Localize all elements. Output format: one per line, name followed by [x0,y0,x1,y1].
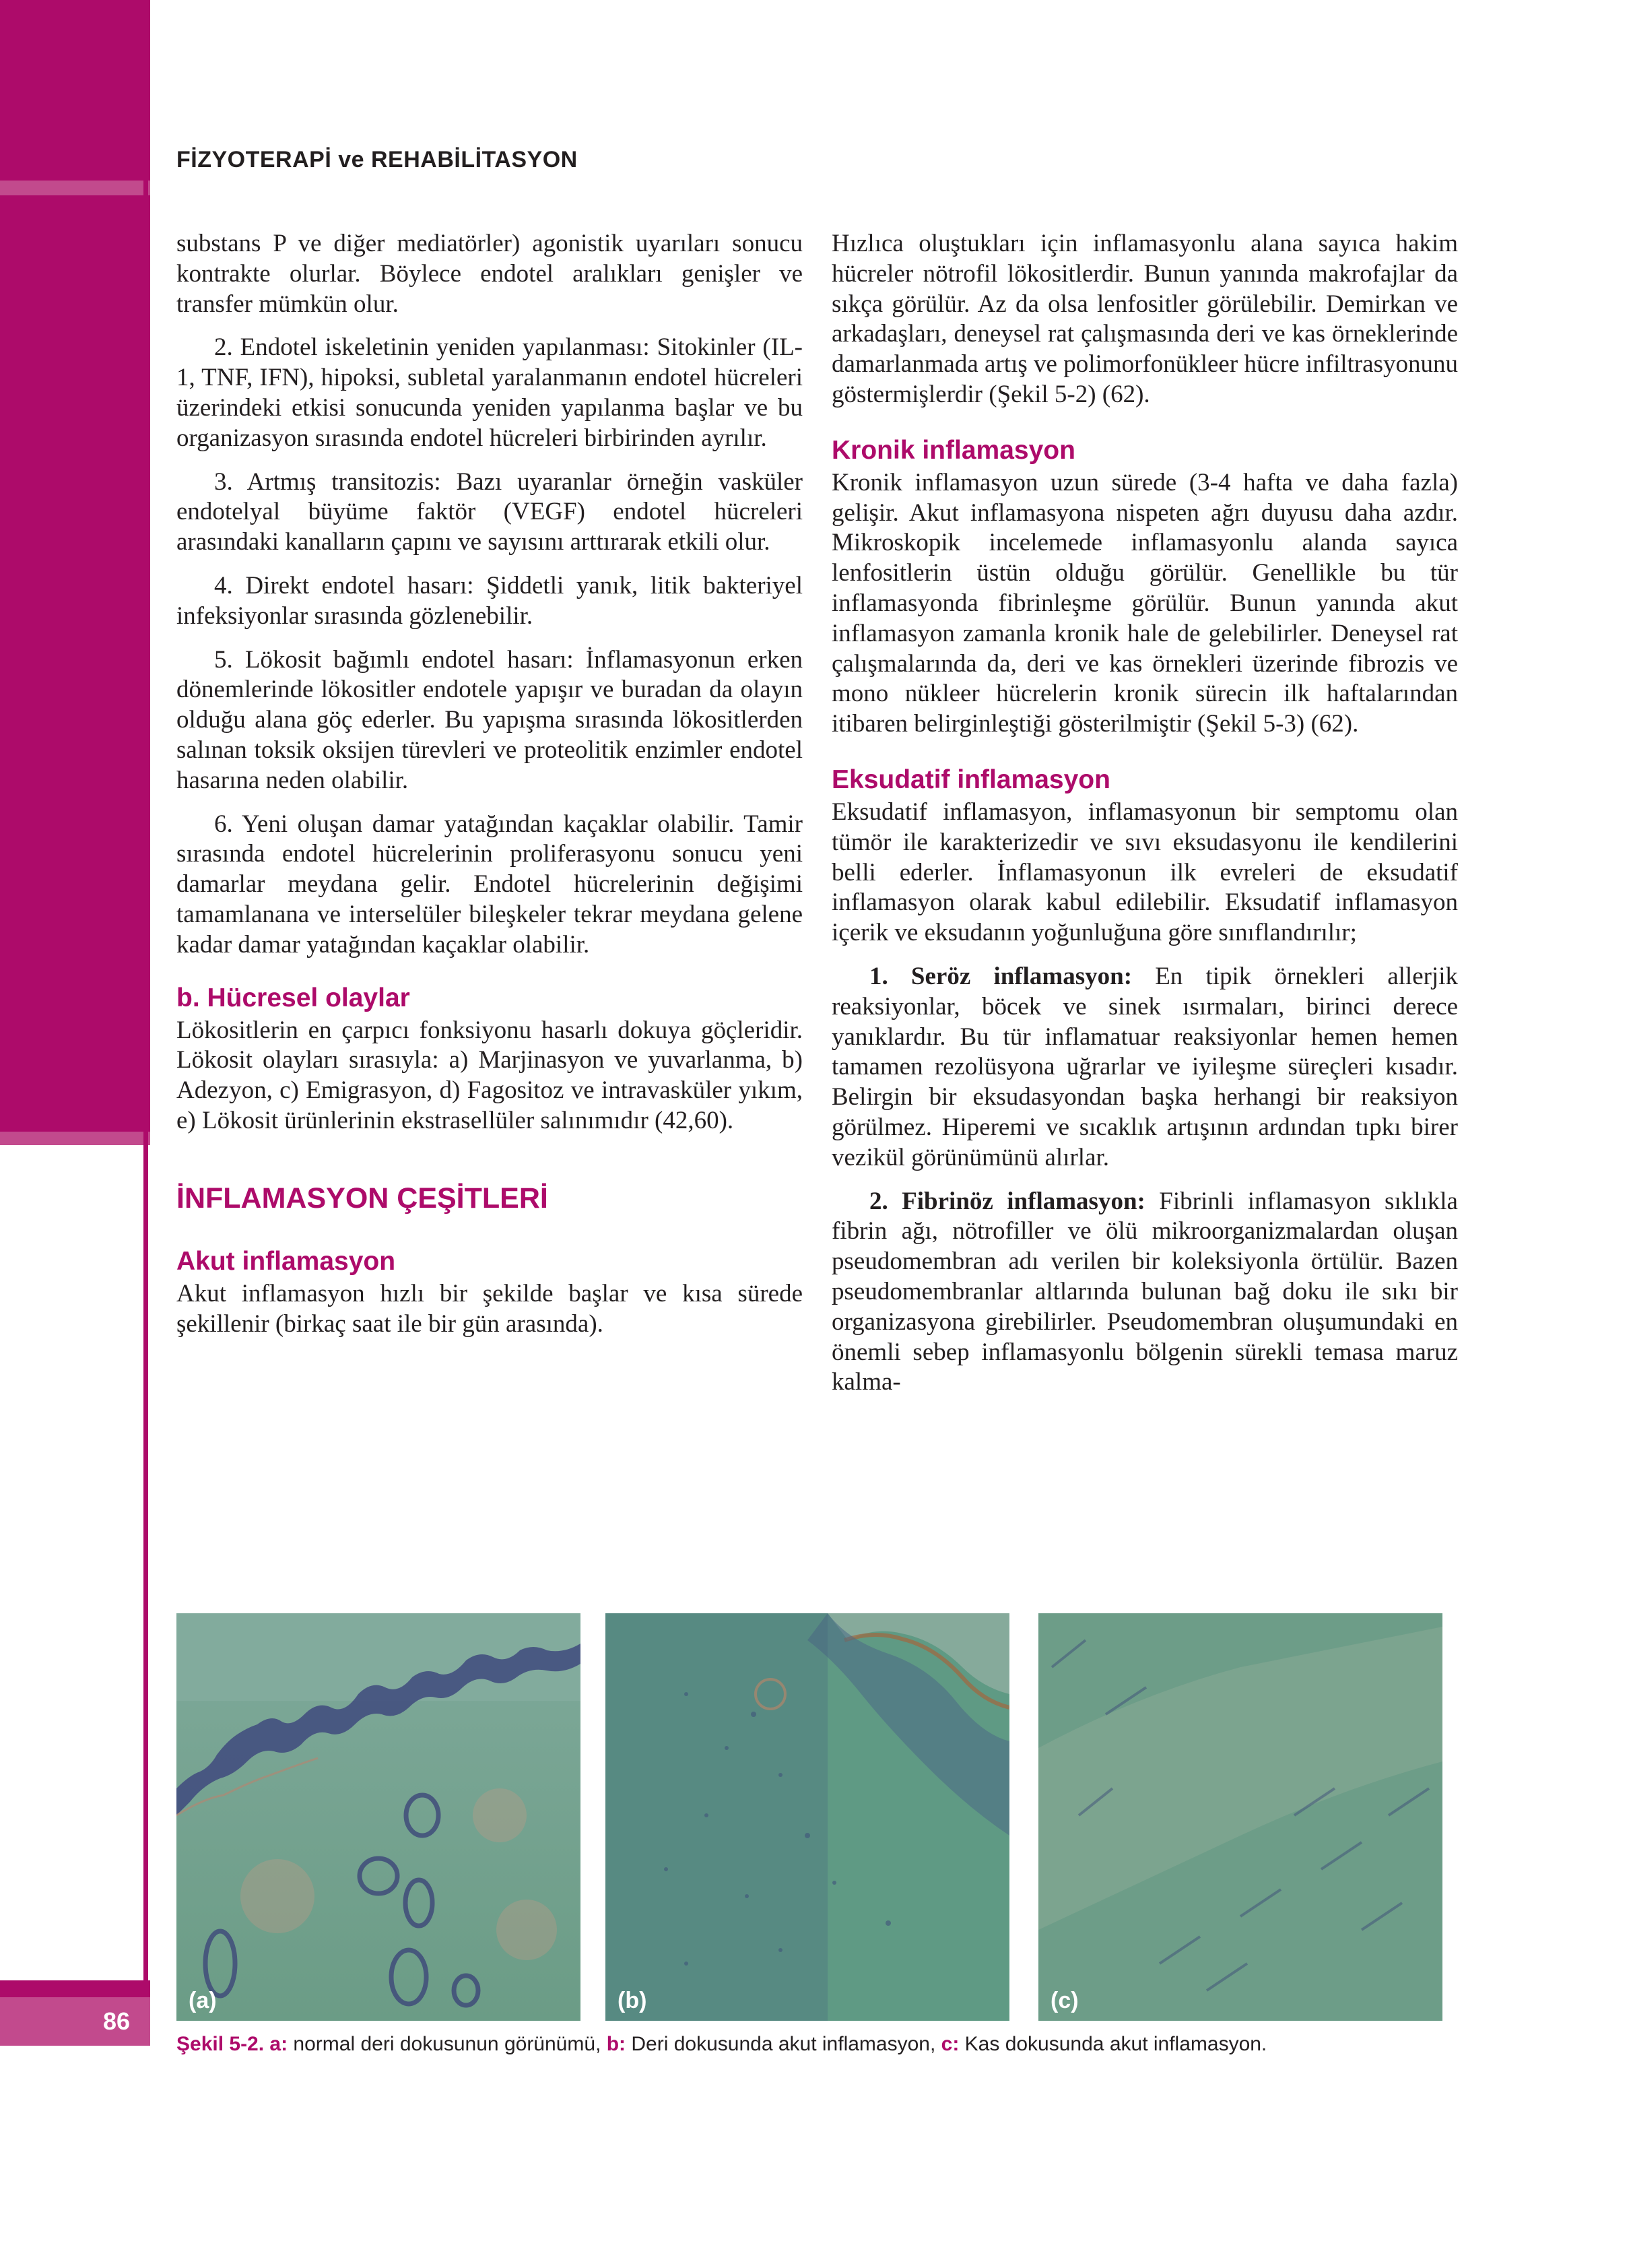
subheading-exudative: Eksudatif inflamasyon [832,765,1110,794]
histology-acute-muscle-icon [1038,1613,1442,2021]
figure-c [1038,1613,1442,2021]
paragraph: Eksudatif inflamasyon, inflamasyonun bir semptomu olan tümör ile karakterizedir ve sıvı eksudasyonu ile kendilerini belli ederler. İnflamasyonun ilk evreleri de eksudatif inflamasyon olarak kabul edilebilir. Eksudatif inflamasyon içerik ve eksudanın yoğunluğuna göre sınıflandırılır; [832,798,1458,947]
paragraph [832,962,1458,1173]
sidebar-decoration [0,0,150,2268]
paragraph: 6. Yeni oluşan damar yatağından kaçaklar olabilir. Tamir sırasında endotel hücrelerinin proliferasyonu sonucu yeni damarlar meydana gelir. Endotel hücrelerinin değişimi tamamlanana ve interselüler bileşkeler tekrar meydana gelene kadar damar yatağından kaçaklar olabilir. [176,810,803,959]
figure-a [176,1613,580,2021]
left-column [176,229,803,1339]
right-column [832,229,1458,1398]
term-fibrinous: 2. Fibrinöz inflamasyon: [869,1187,1145,1215]
paragraph: Kronik inflamasyon uzun sürede (3-4 hafta ve daha fazla) gelişir. Akut inflamasyona nispeten ağrı duyusu daha azdır. Mikroskopik incelemede inflamasyonlu alanda sayıca lenfositlerin üstün olduğu görülür. Genellikle bu tür inflamasyonda fibrinleşme görülür. Bunun yanında akut inflamasyon zamanla kronik hale de gelebilirler. Deneysel rat çalışmalarında da, deri ve kas örnekleri üzerinde fibrozis ve mono nükleer hücrelerin kronik sürecin ilk haftalarından itibaren belirginleştiği gösterilmiştir (Şekil 5-3) (62). [832,468,1458,738]
paragraph: Hızlıca oluştukları için inflamasyonlu alana sayıca hakim hücreler nötrofil lökositlerdir. Bunun yanında makrofajlar da sıkça görülür. Az da olsa lenfositler görülebilir. Demirkan ve arkadaşları, deneysel rat çalışmasında deri ve kas örneklerinde damarlanmada artış ve polimorfonükleer hücre infiltrasyonunu göstermişlerdir (Şekil 5-2) (62). [832,230,1458,408]
caption-figure-number: Şekil 5-2. [176,2033,265,2055]
subheading-chronic: Kronik inflamasyon [832,435,1075,465]
caption-key-b: b: [606,2033,626,2055]
term-serous: 1. Seröz inflamasyon: [869,962,1133,990]
sidebar-vertical-line [143,0,148,2034]
section-title: İNFLAMASYON ÇEŞİTLERİ [176,1181,548,1214]
paragraph: 4. Direkt endotel hasarı: Şiddetli yanık, litik bakteriyel infeksiyonlar sırasında gözlenebilir. [176,571,803,630]
page-number-band [0,1980,150,1997]
sidebar-bar-mid [0,195,150,1132]
caption-key-a: a: [264,2033,288,2055]
paragraph: Lökositlerin en çarpıcı fonksiyonu hasarlı dokuya göçleridir. Lökosit olayları sırasıyla: a) Marjinasyon ve yuvarlanma, b) Adezyon, c) Emigrasyon, d) Fagositoz ve intravasküler yıkım, e) Lökosit ürünlerinin ekstrasellüler salınımıdır (42,60). [176,1016,803,1134]
caption-text-a: normal deri dokusunun görünümü, [288,2033,607,2055]
paragraph-body: Fibrinli inflamasyon sıklıkla fibrin ağı, nötrofiller ve ölü mikroorganizmalardan oluşan pseudomembran adı verilen bir koleksiyonla örtülür. Bazen pseudomembranlar altlarında bulunan bağ doku ile sıkı bir organizasyona girebilirler. Pseudomembran oluşumundaki en önemli sebep inflamasyonlu bölgenin sürekli temasa maruz kalma- [832,1187,1458,1396]
paragraph: 5. Lökosit bağımlı endotel hasarı: İnflamasyonun erken dönemlerinde lökositler endotele yapışır ve buradan da olayın olduğu alana göç ederler. Bu yapışma sırasında lökositlerden salınan toksik oksijen türevleri ve proteolitik enzimler endotel hasarına neden olabilir. [176,645,803,794]
subheading-acute: Akut inflamasyon [176,1246,396,1276]
paragraph [832,1187,1458,1398]
paragraph: Akut inflamasyon hızlı bir şekilde başlar ve kısa sürede şekillenir (birkaç saat ile bir gün arasında). [176,1279,803,1338]
caption-text-b: Deri dokusunda akut inflamasyon, [626,2033,941,2055]
figure-b [605,1613,1009,2021]
figure-label-b: (b) [618,1988,647,2013]
running-header: FİZYOTERAPİ ve REHABİLİTASYON [176,147,578,172]
figure-label-c: (c) [1051,1988,1079,2013]
caption-key-c: c: [941,2033,960,2055]
sidebar-stripe-1 [0,181,150,195]
sidebar-stripe-2 [0,1132,150,1145]
figure-caption [176,2033,1267,2056]
paragraph: substans P ve diğer mediatörler) agonistik uyarıları sonucu kontrakte olurlar. Böylece endotel aralıkları genişler ve transfer mümkün olur. [176,230,803,318]
figure-panel [176,1613,1442,2021]
paragraph-body: En tipik örnekleri allerjik reaksiyonlar, böcek ve sinek ısırmaları, birinci derece yanıklardır. Bu tür inflamatuar reaksiyonlar hemen hemen tamamen rezolüsyona uğrarlar ve iyileşme süreçleri kısadır. Belirgin bir eksudasyondan başka herhangi bir reaksiyon görülmez. Hiperemi ve sıcaklık artışının ardından tıpkı birer vezikül görünümünü alırlar. [832,962,1458,1171]
caption-text-c: Kas dokusunda akut inflamasyon. [959,2033,1267,2055]
histology-acute-skin-icon [605,1613,1009,2021]
paragraph: 2. Endotel iskeletinin yeniden yapılanması: Sitokinler (IL-1, TNF, IFN), hipoksi, subletal yaralanmanın endotel hücreleri üzerindeki etkisi sonucunda yeniden yapılanma başlar ve bu organizasyon sırasında endotel hücreleri birbirinden ayrılır. [176,333,803,452]
histology-normal-skin-icon [176,1613,580,2021]
figure-label-a: (a) [189,1988,217,2013]
subheading-cellular-events: b. Hücresel olaylar [176,983,410,1012]
page-number: 86 [0,1997,150,2046]
paragraph: 3. Artmış transitozis: Bazı uyaranlar örneğin vasküler endotelyal büyüme faktör (VEGF) endotel hücreleri arasındaki kanalların çapını ve sayısını arttırarak etkili olur. [176,467,803,556]
